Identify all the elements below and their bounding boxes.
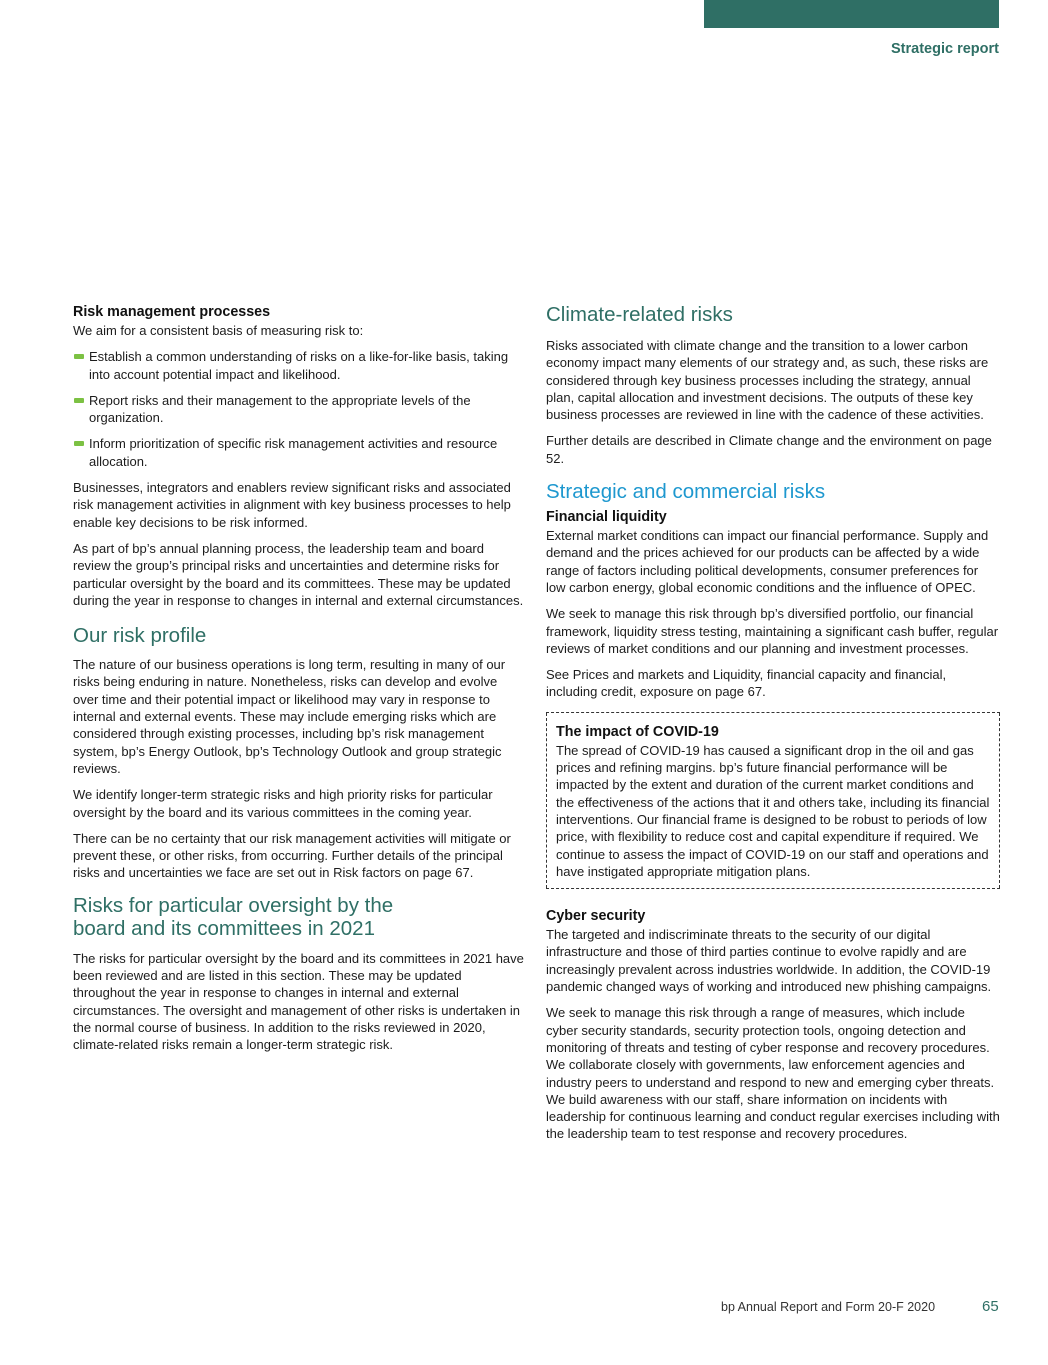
bullet-icon bbox=[74, 354, 84, 359]
paragraph: The targeted and indiscriminate threats to the security of our digital infrastructure and those of third parties continue to evolve rapidly and are increasingly prevalent across industries worldwide. In addition, the COVID-19 pandemic changed ways of working and introduced new phishing campaigns. bbox=[546, 927, 992, 995]
climate-heading: Climate-related risks bbox=[546, 303, 733, 326]
page-number: 65 bbox=[982, 1298, 999, 1315]
paragraph: Risks associated with climate change and the transition to a lower carbon economy impact many elements of our strategy and, as such, these risks are considered through key business processes including the strategy, annual plan, capital allocation and investment decisions. The outputs of these key business processes are reviewed in line with the cadence of these activities. bbox=[546, 338, 989, 423]
strategic-heading: Strategic and commercial risks bbox=[546, 480, 826, 504]
footer-report-title: bp Annual Report and Form 20-F 2020 bbox=[721, 1300, 936, 1314]
list-item: Inform prioritization of specific risk management activities and resource allocation. bbox=[73, 435, 525, 470]
header-accent-bar bbox=[704, 0, 999, 28]
list-item: Report risks and their management to the appropriate levels of the organization. bbox=[73, 392, 525, 427]
paragraph: As part of bp’s annual planning process, the leadership team and board review the group’s principal risks and uncertainties and determine risks for particular oversight by the board and its committees. These may be updated during the year in response to changes in internal and external circumstances. bbox=[73, 540, 524, 608]
covid-text: The spread of COVID-19 has caused a significant drop in the oil and gas prices and refining margins. bp’s future financial performance will be impacted by the extent and duration of the current market conditions and the effectiveness of the actions that it and others take, including its financial interventions. Our financial frame is designed to be robust to periods of low price, with flexibility to reduce cost and capital expenditure if required. We continue to assess the impact of COVID-19 on our staff and operations and have instigated appropriate mitigation plans. bbox=[556, 742, 990, 879]
risk-profile-heading: Our risk profile bbox=[73, 624, 207, 648]
liquidity-title: Financial liquidity bbox=[546, 509, 667, 526]
paragraph: The nature of our business operations is long term, resulting in many of our risks being enduring in nature. Nonetheless, risks can develop and evolve over time and their potential impact or likelihood may vary in response to internal and external events. These may include emerging risks which are considered through existing processes, including bp’s risk management system, bp’s Energy Outlook, bp’s Technology Outlook and group strategic reviews. bbox=[73, 657, 506, 776]
bullet-icon bbox=[74, 398, 84, 403]
left-column bbox=[73, 303, 525, 1063]
risk-management-title: Risk management processes bbox=[73, 304, 271, 320]
paragraph: There can be no certainty that our risk management activities will mitigate or prevent these, or other risks, from occurring. Further details of the principal risks and uncertainties we face are set out in Risk factors on page 67. bbox=[73, 830, 511, 881]
bullet-icon bbox=[74, 441, 84, 446]
oversight-heading: Risks for particular oversight by the board and its committees in 2021 bbox=[73, 893, 394, 940]
paragraph: The risks for particular oversight by the board and its committees in 2021 have been reviewed and are listed in this section. These may be updated throughout the year in response to changes in internal and external circumstances. The oversight and management of other risks is undertaken in the normal course of business. In addition to the risks reviewed in 2020, climate-related risks remain a longer-term strategic risk. bbox=[73, 950, 524, 1053]
paragraph: See Prices and markets and Liquidity, financial capacity and financial, including credit, exposure on page 67. bbox=[546, 667, 947, 700]
right-column bbox=[546, 303, 1000, 1152]
paragraph: We identify longer-term strategic risks and high priority risks for particular oversight by the board and its various committees in the coming year. bbox=[73, 787, 493, 820]
paragraph: We seek to manage this risk through a range of measures, which include cyber security standards, security protection tools, ongoing detection and monitoring of threats and testing of cyber response and recovery procedures. We collaborate closely with governments, law enforcement agencies and industry peers to understand and respond to new and emerging cyber threats. We build awareness with our staff, share information on incidents with leadership for continuous learning and conduct regular exercises including with the leadership team to test response and recovery procedures. bbox=[546, 1005, 1000, 1142]
risk-bullet-list bbox=[73, 348, 525, 470]
covid-title: The impact of COVID-19 bbox=[556, 723, 719, 740]
section-label: Strategic report bbox=[891, 41, 999, 57]
covid-callout-box bbox=[546, 712, 1000, 889]
paragraph: Further details are described in Climate change and the environment on page 52. bbox=[546, 433, 992, 466]
paragraph: We seek to manage this risk through bp’s diversified portfolio, our financial framework, liquidity stress testing, maintaining a significant cash buffer, regular reviews of market conditions and our planning and investment processes. bbox=[546, 606, 999, 656]
list-item: Establish a common understanding of risks on a like-for-like basis, taking into account potential impact and likelihood. bbox=[73, 348, 525, 383]
paragraph: External market conditions can impact our financial performance. Supply and demand and the prices achieved for our products can be affected by a wide range of factors including political developments, consumer preferences for low carbon energy, global economic conditions and the influence of OPEC. bbox=[546, 528, 989, 595]
risk-management-intro: We aim for a consistent basis of measuring risk to: bbox=[73, 323, 364, 338]
paragraph: Businesses, integrators and enablers review significant risks and associated risk management activities in alignment with key business processes to help enable key decisions to be risk informed. bbox=[73, 480, 511, 530]
cyber-title: Cyber security bbox=[546, 908, 646, 925]
